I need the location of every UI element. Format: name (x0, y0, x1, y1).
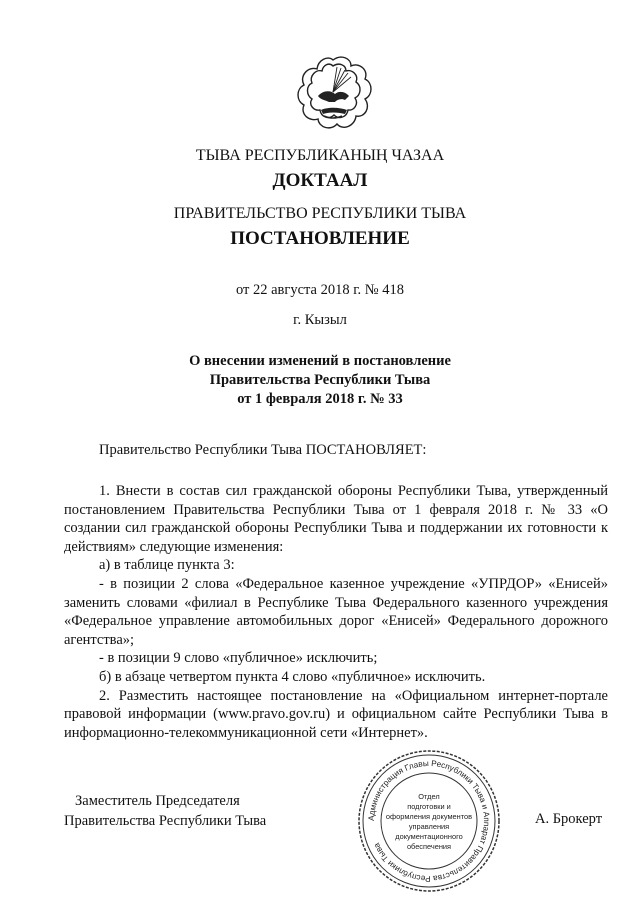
document-body (64, 482, 608, 742)
document-subject (0, 352, 640, 409)
paragraph-1: 1. Внести в состав сил гражданской обороны Республики Тыва, утвержденный постановлением Правительства Республики Тыва от 1 февраля 2018 г. № 33 «О создании сил гражданской обороны Республики Тыва и поддержании их готовности к действиям» следующие изменения: (64, 483, 608, 555)
preamble: Правительство Республики Тыва ПОСТАНОВЛЯЕТ: (99, 442, 427, 458)
tuva-document-type: ДОКТААЛ (272, 170, 368, 191)
item-a-position-9: - в позиции 9 слово «публичное» исключить; (99, 650, 378, 667)
signatory-name: А. Брокерт (535, 811, 603, 827)
stamp-ring-text: Администрация Главы Республики Тыва и Аппарат Правительства Республики Тыва (366, 758, 492, 884)
paragraph-2: 2. Разместить настоящее постановление на «Официальном интернет-портале правовой информации (www.pravo.gov.ru) и официальном сайте Республики Тыва в информационно-телекоммуникационной сети «Интернет». (64, 687, 608, 741)
stamp-line-4: управления (408, 822, 450, 831)
stamp-line-5: документационного (395, 832, 463, 841)
signatory-position (64, 791, 266, 831)
tuva-government-title: ТЫВА РЕСПУБЛИКАНЫҢ ЧАЗАА (195, 147, 445, 164)
official-stamp (355, 747, 503, 895)
russian-government-title: ПРАВИТЕЛЬСТВО РЕСПУБЛИКИ ТЫВА (173, 205, 467, 222)
subject-line-2: Правительства Республики Тыва (209, 372, 431, 388)
signatory-position-line-1: Заместитель Председателя (75, 793, 240, 809)
signatory-position-line-2: Правительства Республики Тыва (64, 813, 267, 829)
subject-line-3: от 1 февраля 2018 г. № 33 (237, 391, 403, 407)
item-a-position-2: - в позиции 2 слова «Федеральное казенное учреждение «УПРДОР» «Енисей» заменить словами «филиал в Республике Тыва Федерального казенного учреждения «Федеральное управление автомобильных дорог «Енисей» Федерального дорожного агентства»; (64, 575, 608, 648)
tuva-coat-of-arms-icon (291, 52, 375, 136)
document-city: г. Кызыл (293, 312, 347, 328)
item-a: а) в таблице пункта 3: (99, 557, 235, 574)
stamp-line-1: Отдел (418, 792, 440, 801)
stamp-line-2: подготовки и (407, 802, 451, 811)
subject-line-1: О внесении изменений в постановление (189, 353, 451, 369)
document-date-number: от 22 августа 2018 г. № 418 (235, 282, 405, 298)
stamp-line-6: обеспечения (406, 842, 452, 851)
item-b: б) в абзаце четвертом пункта 4 слово «публичное» исключить. (99, 668, 486, 685)
stamp-line-3: оформления документов (385, 812, 473, 821)
russian-document-type: ПОСТАНОВЛЕНИЕ (230, 228, 410, 249)
